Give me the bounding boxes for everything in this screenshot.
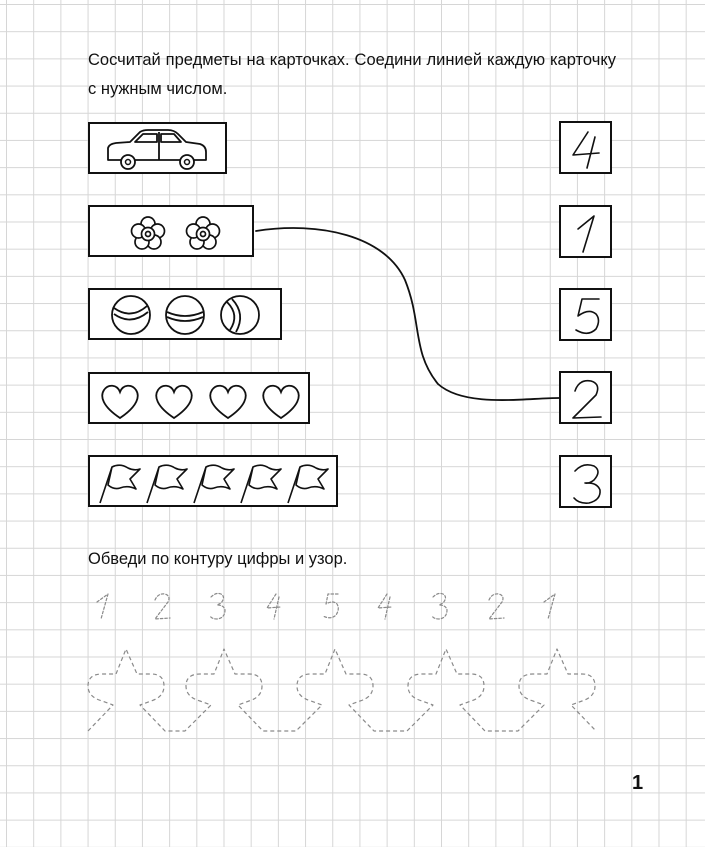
trace-digit-1[interactable]	[97, 594, 108, 619]
number-card-2[interactable]	[559, 371, 612, 424]
picture-card-flowers[interactable]	[88, 205, 254, 257]
car-icon	[90, 124, 229, 176]
task2-instruction: Обведи по контуру цифры и узор.	[88, 550, 348, 568]
flower-icon	[90, 207, 256, 259]
trace-digit-2b[interactable]	[489, 594, 504, 619]
trace-star-pattern[interactable]	[88, 649, 596, 731]
trace-digit-3b[interactable]	[432, 593, 447, 619]
ball-icon	[90, 290, 284, 342]
number-card-1[interactable]	[559, 205, 612, 258]
trace-digit-2[interactable]	[155, 594, 170, 619]
trace-digits-row[interactable]	[97, 593, 555, 619]
page-number: 1	[632, 772, 644, 794]
digit-4-glyph	[561, 123, 614, 176]
picture-card-hearts[interactable]	[88, 372, 310, 424]
number-card-5[interactable]	[559, 288, 612, 341]
trace-digit-4b[interactable]	[378, 594, 392, 619]
trace-digit-3[interactable]	[210, 593, 225, 619]
trace-digit-4[interactable]	[267, 594, 281, 619]
trace-digit-1b[interactable]	[544, 594, 555, 619]
picture-card-flags[interactable]	[88, 455, 338, 507]
flag-icon	[90, 457, 340, 509]
picture-card-balls[interactable]	[88, 288, 282, 340]
digit-2-glyph	[561, 373, 614, 426]
trace-digit-5[interactable]	[323, 594, 338, 618]
digit-5-glyph	[561, 290, 614, 343]
digit-3-glyph	[561, 457, 614, 510]
task1-instruction: Сосчитай предметы на карточках. Соедини линией каждую карточку с нужным числом.	[88, 51, 616, 98]
number-card-4[interactable]	[559, 121, 612, 174]
heart-icon	[90, 374, 312, 426]
number-card-3[interactable]	[559, 455, 612, 508]
digit-1-glyph	[561, 207, 614, 260]
picture-card-car[interactable]	[88, 122, 227, 174]
